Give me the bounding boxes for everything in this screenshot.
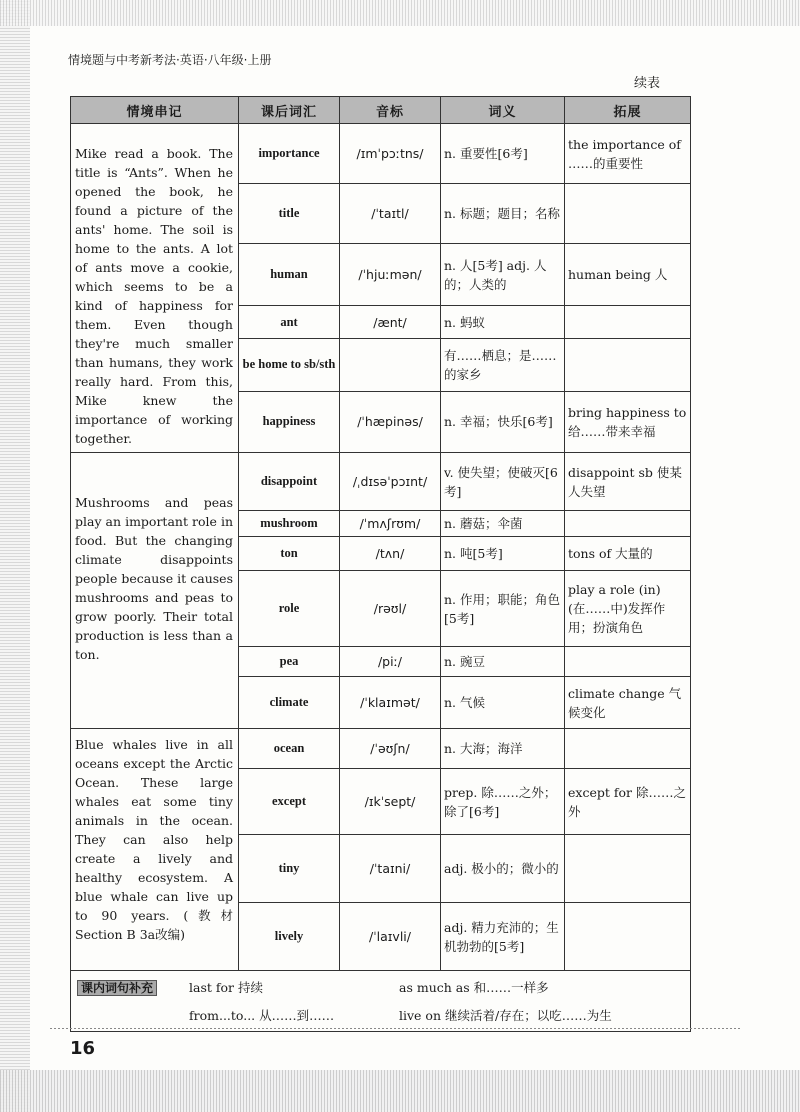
supplement-cell [71, 971, 691, 1032]
meaning-cell: n. 重要性[6考] [441, 124, 565, 184]
ipa-cell: /ˈklaɪmət/ [340, 677, 441, 729]
word-cell: tiny [239, 835, 340, 903]
passage-whales: Blue whales live in all oceans except the Arctic Ocean. These large whales eat some tiny animals in the ocean. They can also help create a lively and healthy ecosystem. A blue whale can live up to 90 years. (教材 Section B 3a改编) [71, 729, 239, 971]
word-cell: ocean [239, 729, 340, 769]
word-cell: happiness [239, 391, 340, 452]
extension-cell: climate change 气候变化 [565, 677, 691, 729]
ipa-cell: /ˈlaɪvli/ [340, 903, 441, 971]
word-cell: pea [239, 647, 340, 677]
word-cell: role [239, 571, 340, 647]
col-header-meaning: 词义 [441, 97, 565, 124]
meaning-cell: n. 标题；题目；名称 [441, 184, 565, 244]
meaning-cell: prep. 除……之外；除了[6考] [441, 769, 565, 835]
supplement-label: 课内词句补充 [77, 980, 157, 996]
ipa-cell: /ˈtaɪtl/ [340, 184, 441, 244]
extension-cell: bring happiness to 给……带来幸福 [565, 391, 691, 452]
extension-cell [565, 339, 691, 392]
extension-cell: the importance of ……的重要性 [565, 124, 691, 184]
word-cell: lively [239, 903, 340, 971]
col-header-extension: 拓展 [565, 97, 691, 124]
extension-cell [565, 647, 691, 677]
ipa-cell: /ˈhæpinəs/ [340, 391, 441, 452]
ipa-cell: /ɪkˈsept/ [340, 769, 441, 835]
supplement-item: last for 持续 [189, 979, 263, 995]
scan-edge-bottom [0, 1070, 800, 1112]
table-row [71, 729, 691, 769]
ipa-cell [340, 339, 441, 392]
word-cell: ant [239, 306, 340, 339]
table-header-row [71, 97, 691, 124]
scan-edge-left [0, 0, 30, 1112]
ipa-cell: /piː/ [340, 647, 441, 677]
word-cell: climate [239, 677, 340, 729]
col-header-ipa: 音标 [340, 97, 441, 124]
extension-cell: human being 人 [565, 244, 691, 306]
meaning-cell: adj. 精力充沛的；生机勃勃的[5考] [441, 903, 565, 971]
extension-cell: tons of 大量的 [565, 537, 691, 571]
extension-cell [565, 184, 691, 244]
footer-divider [50, 1028, 740, 1029]
extension-cell: disappoint sb 使某人失望 [565, 453, 691, 511]
supplement-item: from...to... 从……到…… [189, 1007, 335, 1023]
meaning-cell: n. 豌豆 [441, 647, 565, 677]
extension-cell: play a role (in) (在……中)发挥作用；扮演角色 [565, 571, 691, 647]
vocab-table [70, 96, 691, 1032]
ipa-cell: /ˌdɪsəˈpɔɪnt/ [340, 453, 441, 511]
table-row [71, 124, 691, 184]
extension-cell: except for 除……之外 [565, 769, 691, 835]
word-cell: be home to sb/sth [239, 339, 340, 392]
meaning-cell: n. 幸福；快乐[6考] [441, 391, 565, 452]
word-cell: mushroom [239, 511, 340, 537]
ipa-cell: /ˈhjuːmən/ [340, 244, 441, 306]
page-number: 16 [70, 1038, 96, 1059]
table-row [71, 453, 691, 511]
meaning-cell: n. 大海；海洋 [441, 729, 565, 769]
word-cell: except [239, 769, 340, 835]
ipa-cell: /ɪmˈpɔːtns/ [340, 124, 441, 184]
meaning-cell: n. 蚂蚁 [441, 306, 565, 339]
col-header-word: 课后词汇 [239, 97, 340, 124]
extension-cell [565, 835, 691, 903]
extension-cell [565, 306, 691, 339]
word-cell: importance [239, 124, 340, 184]
supplement-item: as much as 和……一样多 [399, 979, 549, 995]
meaning-cell: 有……栖息；是……的家乡 [441, 339, 565, 392]
extension-cell [565, 729, 691, 769]
col-header-context: 情境串记 [71, 97, 239, 124]
meaning-cell: n. 人[5考] adj. 人的；人类的 [441, 244, 565, 306]
meaning-cell: adj. 极小的；微小的 [441, 835, 565, 903]
continued-label: 续表 [634, 76, 661, 91]
ipa-cell: /ˈmʌʃrʊm/ [340, 511, 441, 537]
book-header: 情境题与中考新考法·英语·八年级·上册 [68, 53, 272, 67]
meaning-cell: v. 使失望；使破灭[6考] [441, 453, 565, 511]
meaning-cell: n. 蘑菇；伞菌 [441, 511, 565, 537]
passage-ants: Mike read a book. The title is “Ants”. When he opened the book, he found a picture of the ants' home. The soil is home to the ants. A lot of ants move a cookie, which seems to be a kind of happiness for them. Even though they're much smaller than humans, they work really hard. From this, Mike knew the importance of working together. [71, 124, 239, 453]
ipa-cell: /ˈtaɪni/ [340, 835, 441, 903]
supplement-row [71, 971, 691, 1032]
word-cell: disappoint [239, 453, 340, 511]
meaning-cell: n. 气候 [441, 677, 565, 729]
scan-edge-top [0, 0, 800, 26]
word-cell: title [239, 184, 340, 244]
ipa-cell: /ænt/ [340, 306, 441, 339]
meaning-cell: n. 吨[5考] [441, 537, 565, 571]
ipa-cell: /ˈəʊʃn/ [340, 729, 441, 769]
ipa-cell: /rəʊl/ [340, 571, 441, 647]
meaning-cell: n. 作用；职能；角色[5考] [441, 571, 565, 647]
extension-cell [565, 903, 691, 971]
supplement-item: live on 继续活着/存在；以吃……为生 [399, 1007, 612, 1023]
ipa-cell: /tʌn/ [340, 537, 441, 571]
passage-mushrooms: Mushrooms and peas play an important role in food. But the changing climate disappoints people because it causes mushrooms and peas to grow poorly. Their total production is less than a ton. [71, 453, 239, 729]
word-cell: human [239, 244, 340, 306]
extension-cell [565, 511, 691, 537]
word-cell: ton [239, 537, 340, 571]
